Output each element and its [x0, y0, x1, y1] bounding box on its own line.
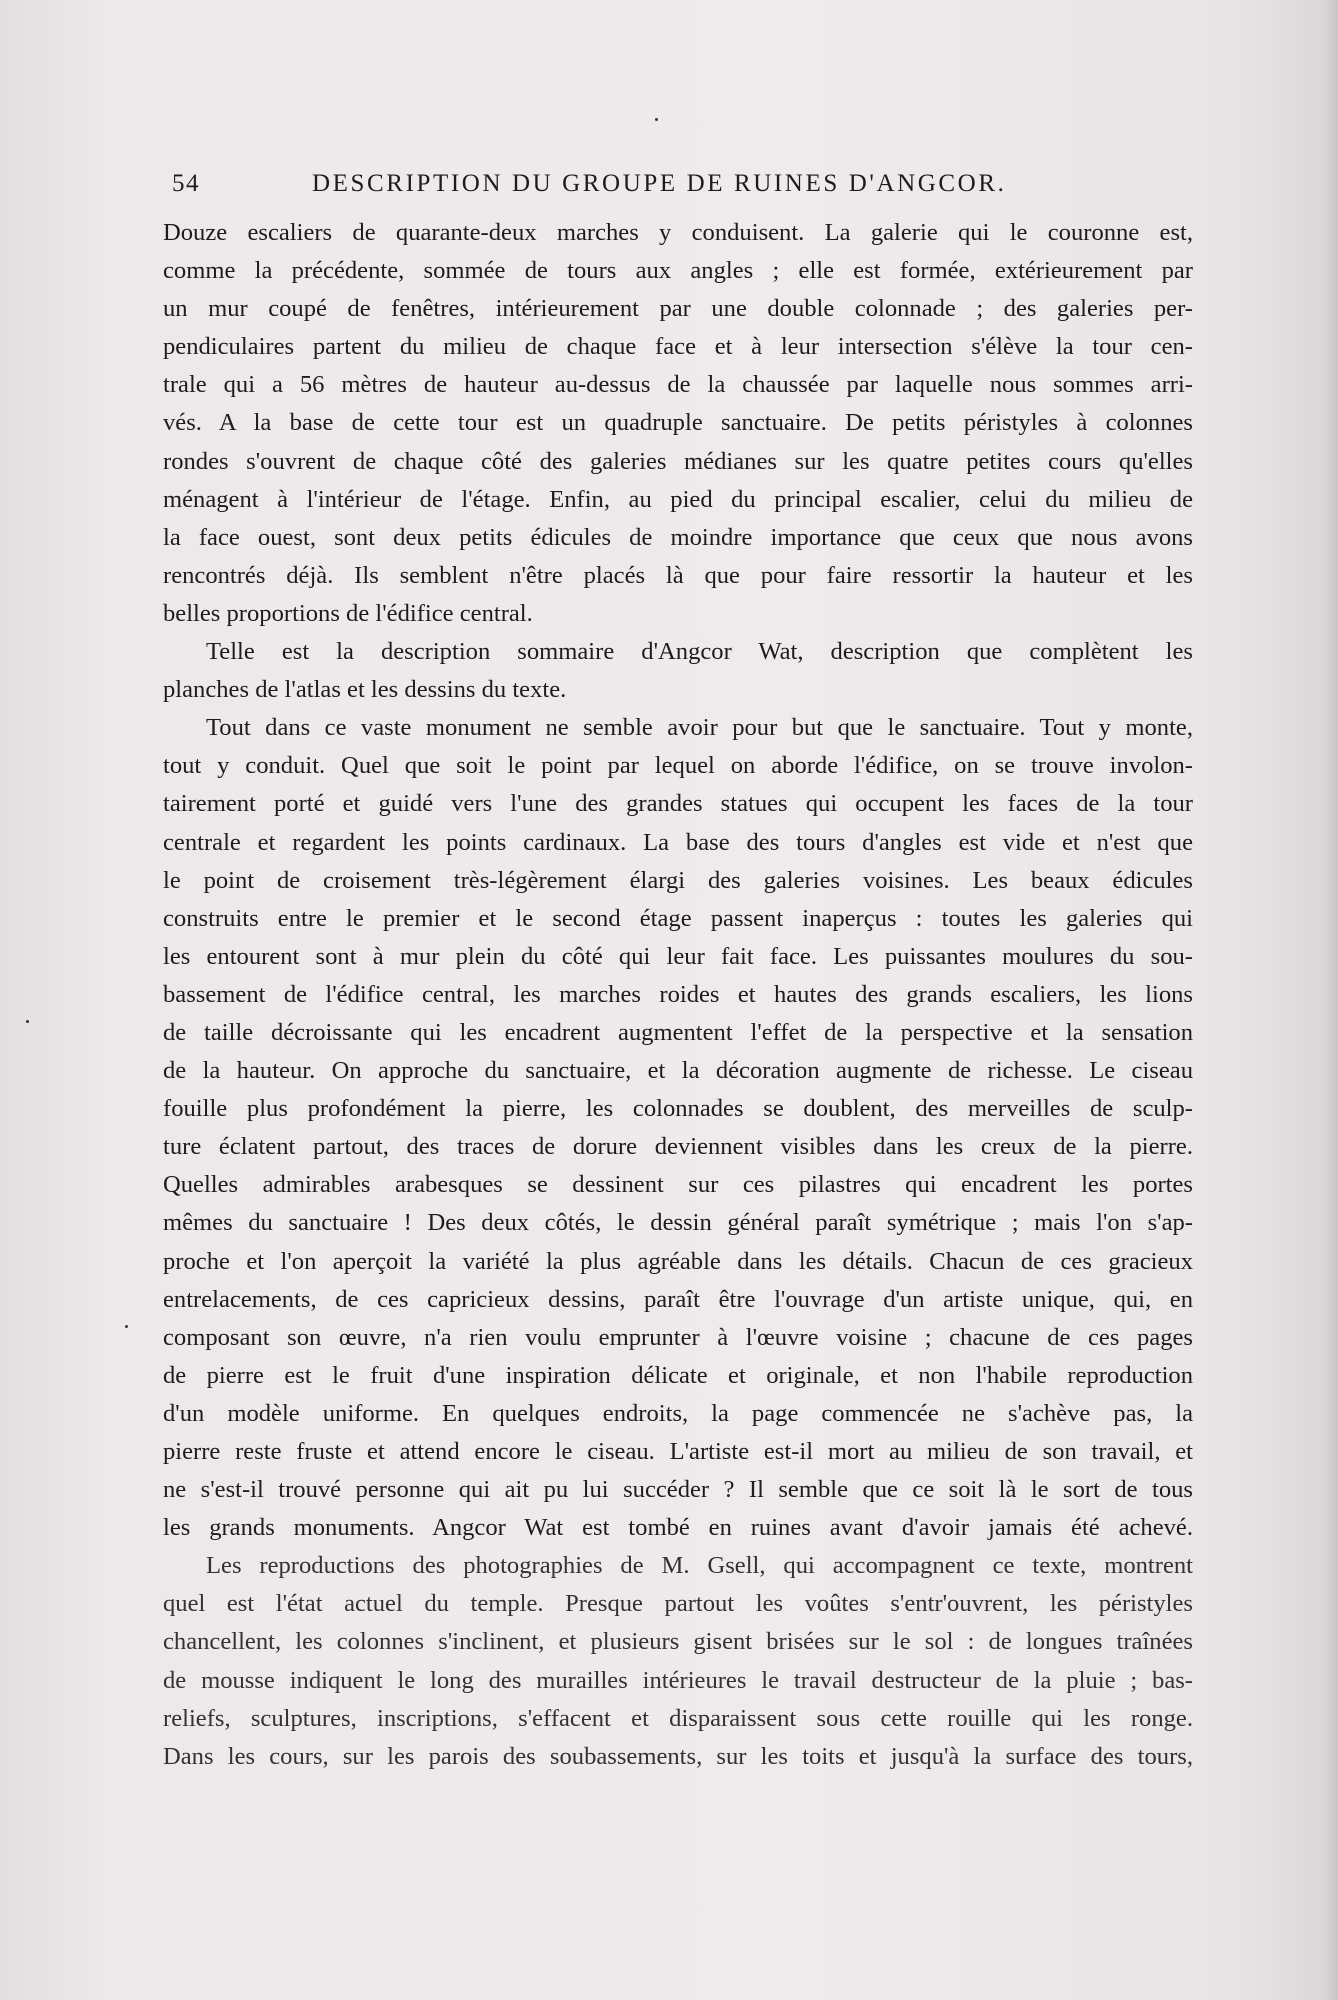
text-line: la face ouest, sont deux petits édicules de moindre importance que ceux que nous avons: [163, 523, 1193, 551]
paragraph: [163, 709, 1193, 1547]
text-line: entrelacements, de ces capricieux dessins, paraît être l'ouvrage d'un artiste unique, qui, en: [163, 1285, 1193, 1313]
text-line: quel est l'état actuel du temple. Presque partout les voûtes s'entr'ouvrent, les péristyles: [163, 1590, 1193, 1618]
text-line: reliefs, sculptures, inscriptions, s'effacent et disparaissent sous cette rouille qui les ronge.: [163, 1704, 1193, 1732]
page-edge-shadow: [1324, 0, 1338, 2000]
text-line: Telle est la description sommaire d'Angcor Wat, description que complètent les: [206, 638, 1193, 666]
text-line: pierre reste fruste et attend encore le ciseau. L'artiste est-il mort au milieu de son travail, et: [163, 1438, 1193, 1465]
running-title: DESCRIPTION DU GROUPE DE RUINES D'ANGCOR.: [312, 170, 1007, 197]
text-line: tairement porté et guidé vers l'une des grandes statues qui occupent les faces de la tour: [163, 790, 1193, 818]
text-line: trale qui a 56 mètres de hauteur au-dessus de la chaussée par laquelle nous sommes arri-: [163, 371, 1193, 399]
body-text: [163, 214, 1193, 1776]
paragraph: [163, 633, 1193, 709]
text-line: de taille décroissante qui les encadrent augmentent l'effet de la perspective et la sensation: [163, 1018, 1193, 1046]
text-line: mêmes du sanctuaire ! Des deux côtés, le dessin général paraît symétrique ; mais l'on s'ap-: [163, 1209, 1193, 1237]
text-line: belles proportions de l'édifice central.: [163, 599, 533, 627]
text-line: Les reproductions des photographies de M. Gsell, qui accompagnent ce texte, montrent: [206, 1552, 1193, 1580]
paragraph: [163, 214, 1193, 633]
paper-speck: [125, 1325, 128, 1328]
paper-speck: [655, 118, 658, 121]
text-line: tout y conduit. Quel que soit le point par lequel on aborde l'édifice, on se trouve involon-: [163, 752, 1193, 780]
page-number: 54: [172, 170, 200, 197]
text-line: vés. A la base de cette tour est un quadruple sanctuaire. De petits péristyles à colonnes: [163, 409, 1193, 437]
paragraph: [163, 1547, 1193, 1776]
text-line: de la hauteur. On approche du sanctuaire, et la décoration augmente de richesse. Le ciseau: [163, 1057, 1193, 1085]
text-line: ture éclatent partout, des traces de dorure deviennent visibles dans les creux de la pierre.: [163, 1133, 1193, 1161]
text-line: proche et l'on aperçoit la variété la plus agréable dans les détails. Chacun de ces gracieux: [163, 1247, 1193, 1275]
page-header: [172, 166, 1052, 202]
text-line: les grands monuments. Angcor Wat est tombé en ruines avant d'avoir jamais été achevé.: [163, 1514, 1193, 1542]
text-line: ménagent à l'intérieur de l'étage. Enfin, au pied du principal escalier, celui du milieu de: [163, 485, 1193, 513]
text-line: pendiculaires partent du milieu de chaque face et à leur intersection s'élève la tour cen-: [163, 333, 1193, 361]
text-line: de mousse indiquent le long des murailles intérieures le travail destructeur de la pluie ; bas-: [163, 1666, 1193, 1694]
text-line: Dans les cours, sur les parois des soubassements, sur les toits et jusqu'à la surface des tours,: [163, 1742, 1193, 1770]
text-line: rondes s'ouvrent de chaque côté des galeries médianes sur les quatre petites cours qu'elles: [163, 447, 1193, 475]
text-line: construits entre le premier et le second étage passent inaperçus : toutes les galeries qui: [163, 904, 1193, 932]
text-line: Douze escaliers de quarante-deux marches y conduisent. La galerie qui le couronne est,: [163, 219, 1193, 246]
text-line: comme la précédente, sommée de tours aux angles ; elle est formée, extérieurement par: [163, 257, 1193, 285]
text-line: Tout dans ce vaste monument ne semble avoir pour but que le sanctuaire. Tout y monte,: [206, 714, 1193, 742]
text-line: planches de l'atlas et les dessins du texte.: [163, 676, 567, 704]
text-line: chancellent, les colonnes s'inclinent, et plusieurs gisent brisées sur le sol : de longues traînées: [163, 1628, 1193, 1656]
text-line: les entourent sont à mur plein du côté qui leur fait face. Les puissantes moulures du sou-: [163, 942, 1193, 970]
text-line: de pierre est le fruit d'une inspiration délicate et originale, et non l'habile reproduction: [163, 1361, 1193, 1389]
text-line: ne s'est-il trouvé personne qui ait pu lui succéder ? Il semble que ce soit là le sort de tous: [163, 1476, 1193, 1504]
text-line: le point de croisement très-légèrement élargi des galeries voisines. Les beaux édicules: [163, 866, 1193, 894]
text-line: rencontrés déjà. Ils semblent n'être placés là que pour faire ressortir la hauteur et les: [163, 561, 1193, 589]
text-line: centrale et regardent les points cardinaux. La base des tours d'angles est vide et n'est que: [163, 828, 1193, 856]
text-line: bassement de l'édifice central, les marches roides et hautes des grands escaliers, les lions: [163, 980, 1193, 1008]
text-line: un mur coupé de fenêtres, intérieurement par une double colonnade ; des galeries per-: [163, 295, 1193, 323]
text-line: fouille plus profondément la pierre, les colonnades se doublent, des merveilles de sculp-: [163, 1095, 1193, 1123]
paper-speck: [26, 1020, 29, 1023]
text-line: composant son œuvre, n'a rien voulu emprunter à l'œuvre voisine ; chacune de ces pages: [163, 1323, 1193, 1351]
text-line: Quelles admirables arabesques se dessinent sur ces pilastres qui encadrent les portes: [163, 1171, 1193, 1199]
text-line: d'un modèle uniforme. En quelques endroits, la page commencée ne s'achève pas, la: [163, 1399, 1193, 1427]
